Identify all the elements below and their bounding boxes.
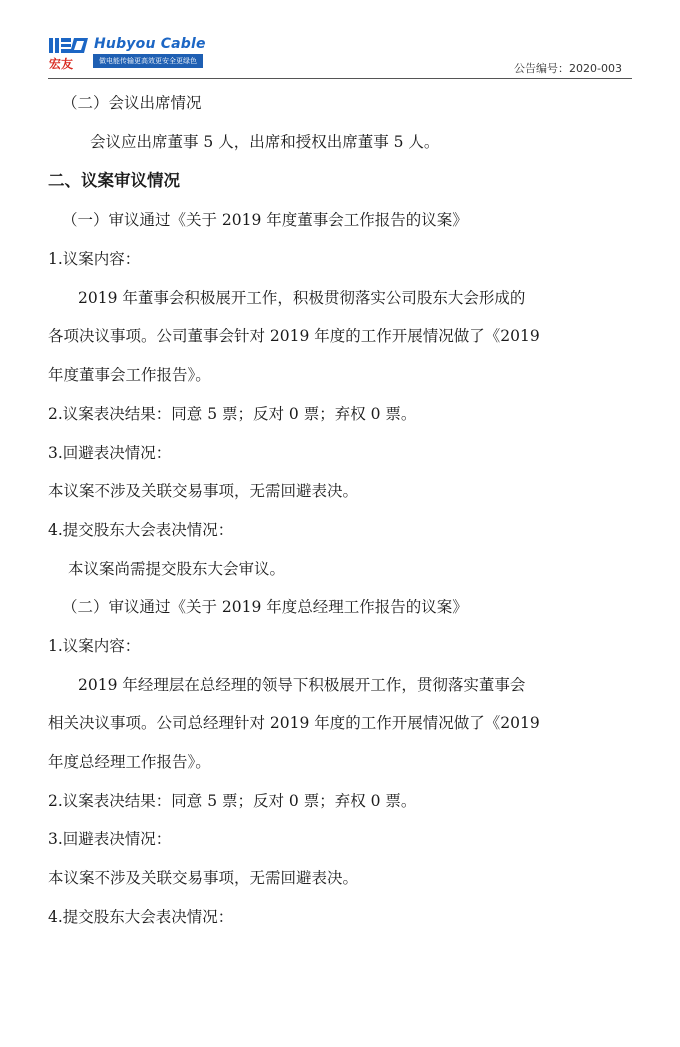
paragraph: 本议案不涉及关联交易事项，无需回避表决。: [48, 482, 359, 501]
subsection-heading: （二）审议通过《关于 2019 年度总经理工作报告的议案》: [62, 598, 468, 617]
subsection-heading: （一）审议通过《关于 2019 年度董事会工作报告的议案》: [62, 211, 468, 230]
brand-name: Hubyou Cable: [94, 36, 206, 52]
item-label: 4.提交股东大会表决情况：: [48, 520, 234, 539]
paragraph: 本议案尚需提交股东大会审议。: [68, 559, 286, 578]
item-label: 2.议案表决结果：同意 5 票；反对 0 票；弃权 0 票。: [48, 404, 417, 423]
item-label: 4.提交股东大会表决情况：: [48, 907, 234, 926]
paragraph: 本议案不涉及关联交易事项，无需回避表决。: [48, 869, 359, 888]
paragraph: 会议应出席董事 5 人，出席和授权出席董事 5 人。: [90, 132, 440, 151]
page-header: [0, 0, 680, 80]
brand-tagline: 做电能传输更高效更安全更绿色: [93, 54, 203, 68]
paragraph: 2019 年董事会积极展开工作，积极贯彻落实公司股东大会形成的: [78, 288, 526, 307]
paragraph: 年度总经理工作报告》。: [48, 753, 211, 771]
brand-cn-name: 宏友: [49, 57, 74, 71]
section-heading: 二、议案审议情况: [48, 171, 180, 191]
paragraph: 各项决议事项。公司董事会针对 2019 年度的工作开展情况做了《2019: [48, 327, 540, 346]
item-label: 3.回避表决情况：: [48, 830, 172, 849]
subsection-heading: （二）会议出席情况: [62, 94, 202, 112]
paragraph: 2019 年经理层在总经理的领导下积极展开工作，贯彻落实董事会: [78, 675, 526, 694]
paragraph: 年度董事会工作报告》。: [48, 366, 211, 385]
paragraph: 相关决议事项。公司总经理针对 2019 年度的工作开展情况做了《2019: [48, 714, 540, 733]
item-label: 2.议案表决结果：同意 5 票；反对 0 票；弃权 0 票。: [48, 791, 417, 810]
item-label: 1.议案内容：: [48, 636, 141, 655]
announcement-number: 公告编号：2020-003: [514, 62, 622, 75]
logo-mark-icon: [48, 36, 92, 56]
item-label: 1.议案内容：: [48, 250, 141, 269]
header-divider: [48, 78, 632, 79]
company-logo: [48, 36, 208, 72]
item-label: 3.回避表决情况：: [48, 443, 172, 462]
document-body: [48, 84, 632, 936]
